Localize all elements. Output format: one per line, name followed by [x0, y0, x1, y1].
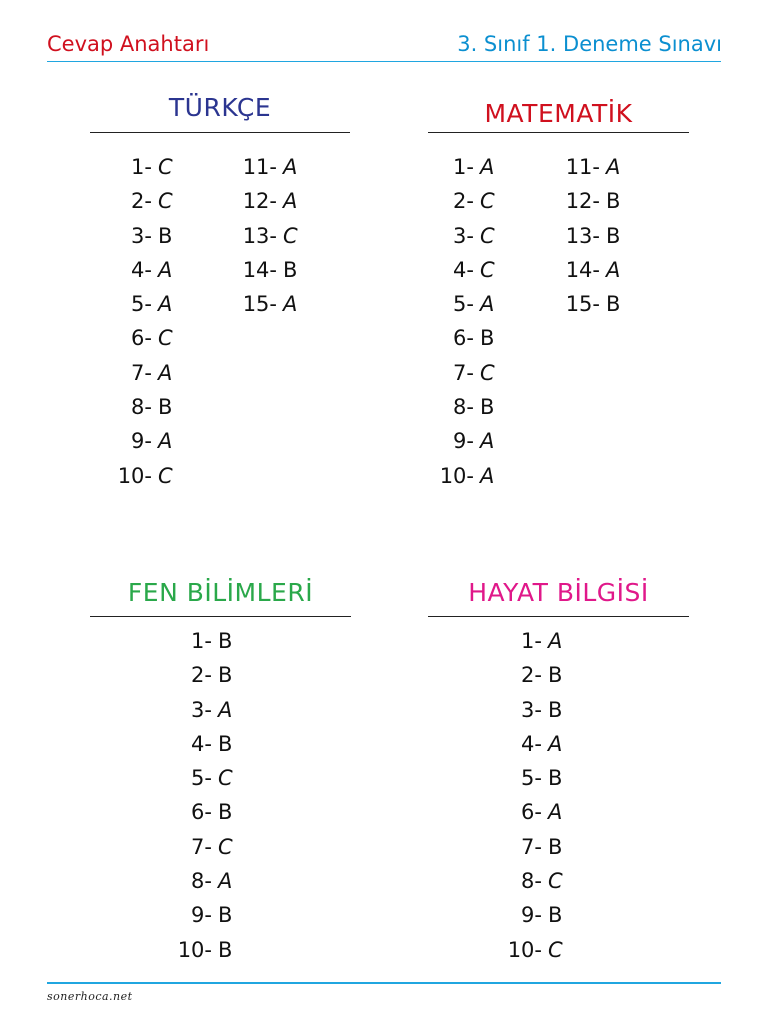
section-title-matematik: MATEMATİK [484, 99, 633, 128]
answer-letter: B [218, 629, 233, 653]
answer-row [112, 459, 173, 493]
answer-row [502, 864, 563, 898]
answer-letter: C [480, 223, 495, 248]
answer-row [112, 150, 173, 184]
answer-row [112, 253, 173, 287]
footer-site-name: sonerhoca.net [47, 990, 133, 1003]
question-number: 10- [439, 463, 474, 488]
answer-letter: A [480, 463, 495, 488]
answer-row [502, 693, 563, 727]
answer-letter: B [606, 189, 621, 214]
section-rule-turkce [90, 132, 350, 133]
answer-letter: B [548, 697, 563, 722]
answer-row [237, 150, 298, 184]
answer-letter: C [480, 257, 495, 282]
section-fen [90, 575, 351, 975]
question-number: 10- [507, 937, 542, 962]
answer-row [172, 658, 233, 692]
question-number: 8- [131, 395, 152, 420]
answer-column [434, 150, 495, 493]
answer-letter: A [283, 189, 298, 214]
answer-letter: B [218, 663, 233, 688]
answer-letter: B [480, 326, 495, 351]
answer-column [560, 150, 620, 321]
answer-column [502, 624, 563, 967]
answer-letter: B [548, 903, 563, 928]
question-number: 3- [191, 697, 212, 722]
answer-letter: C [480, 189, 495, 214]
answer-column [237, 150, 298, 321]
answer-letter: A [480, 155, 495, 179]
question-number: 7- [191, 834, 212, 859]
question-number: 6- [131, 326, 152, 351]
answer-letter: B [283, 257, 298, 282]
header-right-title: 3. Sınıf 1. Deneme Sınavı [457, 32, 722, 56]
question-number: 3- [453, 223, 474, 248]
answer-row [502, 795, 563, 829]
answer-letter: B [548, 766, 563, 791]
question-number: 6- [521, 800, 542, 825]
answer-letter: B [606, 223, 621, 248]
answer-column [172, 624, 233, 967]
question-number: 4- [521, 731, 542, 756]
answer-row [237, 253, 298, 287]
answer-row [502, 658, 563, 692]
answer-row [237, 287, 298, 321]
question-number: 9- [131, 429, 152, 454]
section-rule-hayat [428, 616, 689, 617]
question-number: 5- [521, 766, 542, 791]
answer-row [172, 933, 233, 967]
answer-row [434, 459, 495, 493]
answer-row [434, 253, 495, 287]
answer-letter: A [218, 697, 233, 722]
section-title-fen: FEN BİLİMLERİ [127, 578, 314, 607]
question-number: 9- [191, 903, 212, 928]
answer-row [560, 287, 620, 321]
answer-row [434, 150, 495, 184]
question-number: 3- [521, 697, 542, 722]
answer-row [560, 253, 620, 287]
answer-letter: C [158, 155, 173, 179]
question-number: 8- [191, 869, 212, 894]
question-number: 11- [565, 155, 600, 179]
answer-row [172, 864, 233, 898]
answer-row [502, 624, 563, 658]
answer-row [112, 219, 173, 253]
question-number: 5- [453, 292, 474, 317]
answer-letter: A [218, 869, 233, 894]
question-number: 4- [191, 731, 212, 756]
answer-letter: C [218, 834, 233, 859]
question-number: 7- [131, 360, 152, 385]
answer-letter: A [606, 257, 621, 282]
question-number: 6- [191, 800, 212, 825]
answer-letter: A [158, 292, 173, 317]
answer-letter: C [480, 360, 495, 385]
answer-row [237, 184, 298, 218]
answer-row [560, 219, 620, 253]
answer-letter: B [158, 223, 173, 248]
answer-row [434, 219, 495, 253]
question-number: 14- [565, 257, 600, 282]
section-title-turkce: TÜRKÇE [168, 93, 272, 122]
answer-letter: C [158, 463, 173, 488]
answer-row [434, 424, 495, 458]
answer-row [172, 898, 233, 932]
answer-letter: A [158, 257, 173, 282]
question-number: 2- [131, 189, 152, 214]
answer-row [112, 321, 173, 355]
answer-row [112, 356, 173, 390]
answer-row [172, 727, 233, 761]
question-number: 4- [453, 257, 474, 282]
answer-letter: A [480, 292, 495, 317]
answer-letter: B [218, 937, 233, 962]
answer-letter: C [283, 223, 298, 248]
header-divider [47, 61, 721, 62]
answer-row [434, 287, 495, 321]
answer-column [112, 150, 173, 493]
question-number: 6- [453, 326, 474, 351]
answer-row [502, 898, 563, 932]
answer-row [172, 795, 233, 829]
section-title-hayat: HAYAT BİLGİSİ [468, 578, 649, 607]
section-hayat [428, 575, 689, 975]
question-number: 1- [191, 629, 212, 653]
answer-row [237, 219, 298, 253]
question-number: 9- [521, 903, 542, 928]
answer-letter: A [283, 155, 298, 179]
answer-letter: B [548, 834, 563, 859]
question-number: 3- [131, 223, 152, 248]
answer-letter: A [480, 429, 495, 454]
answer-letter: B [218, 903, 233, 928]
answer-letter: C [548, 937, 563, 962]
answer-row [502, 830, 563, 864]
answer-row [172, 830, 233, 864]
answer-row [560, 184, 620, 218]
answer-row [172, 624, 233, 658]
question-number: 1- [453, 155, 474, 179]
question-number: 2- [521, 663, 542, 688]
answer-row [112, 424, 173, 458]
question-number: 12- [565, 189, 600, 214]
answer-letter: C [158, 326, 173, 351]
question-number: 5- [191, 766, 212, 791]
answer-row [434, 321, 495, 355]
question-number: 5- [131, 292, 152, 317]
question-number: 12- [242, 189, 277, 214]
answer-letter: B [548, 663, 563, 688]
answer-row [434, 390, 495, 424]
footer-divider [47, 982, 721, 984]
answer-letter: A [548, 629, 563, 653]
answer-letter: A [158, 360, 173, 385]
question-number: 10- [117, 463, 152, 488]
answer-row [112, 184, 173, 218]
question-number: 14- [242, 257, 277, 282]
question-number: 7- [453, 360, 474, 385]
question-number: 4- [131, 257, 152, 282]
answer-row [560, 150, 620, 184]
question-number: 11- [242, 155, 277, 179]
question-number: 15- [565, 292, 600, 317]
answer-letter: B [606, 292, 621, 317]
question-number: 2- [453, 189, 474, 214]
question-number: 9- [453, 429, 474, 454]
answer-row [172, 693, 233, 727]
answer-row [172, 761, 233, 795]
answer-row [434, 184, 495, 218]
answer-letter: C [158, 189, 173, 214]
answer-letter: B [480, 395, 495, 420]
answer-row [502, 933, 563, 967]
question-number: 13- [242, 223, 277, 248]
question-number: 10- [177, 937, 212, 962]
answer-letter: A [283, 292, 298, 317]
question-number: 2- [191, 663, 212, 688]
answer-row [112, 390, 173, 424]
answer-letter: A [158, 429, 173, 454]
question-number: 8- [521, 869, 542, 894]
section-matematik [428, 92, 689, 492]
question-number: 8- [453, 395, 474, 420]
question-number: 7- [521, 834, 542, 859]
answer-letter: A [548, 731, 563, 756]
answer-letter: C [548, 869, 563, 894]
question-number: 15- [242, 292, 277, 317]
header-left-title: Cevap Anahtarı [47, 32, 210, 56]
section-turkce [90, 92, 350, 492]
answer-row [112, 287, 173, 321]
question-number: 13- [565, 223, 600, 248]
answer-letter: B [158, 395, 173, 420]
question-number: 1- [131, 155, 152, 179]
answer-letter: B [218, 731, 233, 756]
answer-row [434, 356, 495, 390]
answer-letter: A [606, 155, 621, 179]
answer-row [502, 727, 563, 761]
question-number: 1- [521, 629, 542, 653]
section-rule-matematik [428, 132, 689, 133]
answer-letter: B [218, 800, 233, 825]
section-rule-fen [90, 616, 351, 617]
answer-row [502, 761, 563, 795]
answer-letter: A [548, 800, 563, 825]
answer-letter: C [218, 766, 233, 791]
